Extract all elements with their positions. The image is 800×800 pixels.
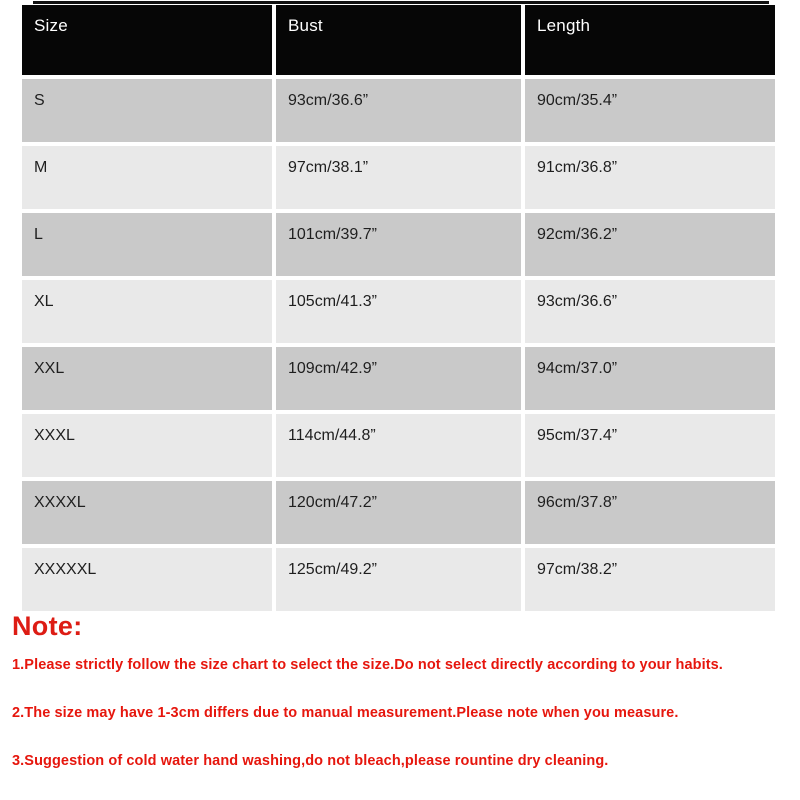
length-cell: 93cm/36.6” xyxy=(525,280,775,343)
size-cell: XXL xyxy=(22,347,272,410)
size-cell: M xyxy=(22,146,272,209)
table-row xyxy=(22,414,775,477)
top-border-line xyxy=(33,1,769,4)
length-cell: 91cm/36.8” xyxy=(525,146,775,209)
note-item-2: 2.The size may have 1-3cm differs due to manual measurement.Please note when you measure. xyxy=(12,705,679,721)
notes-section xyxy=(12,611,800,800)
bust-cell: 109cm/42.9” xyxy=(276,347,521,410)
bust-cell: 125cm/49.2” xyxy=(276,548,521,611)
length-cell: 92cm/36.2” xyxy=(525,213,775,276)
table-row xyxy=(22,79,775,142)
table-body xyxy=(22,79,775,611)
length-cell: 95cm/37.4” xyxy=(525,414,775,477)
size-chart-table xyxy=(18,1,779,615)
header-row xyxy=(22,5,775,75)
table-row xyxy=(22,481,775,544)
bust-cell: 97cm/38.1” xyxy=(276,146,521,209)
bust-cell: 120cm/47.2” xyxy=(276,481,521,544)
size-cell: S xyxy=(22,79,272,142)
length-cell: 94cm/37.0” xyxy=(525,347,775,410)
size-cell: XXXXL xyxy=(22,481,272,544)
bust-cell: 93cm/36.6” xyxy=(276,79,521,142)
column-header-length: Length xyxy=(525,5,775,75)
note-item-3: 3.Suggestion of cold water hand washing,do not bleach,please rountine dry cleaning. xyxy=(12,753,609,769)
size-chart-page xyxy=(0,1,800,800)
bust-cell: 114cm/44.8” xyxy=(276,414,521,477)
note-item-1: 1.Please strictly follow the size chart to select the size.Do not select directly according to your habits. xyxy=(12,657,723,673)
table-row xyxy=(22,146,775,209)
size-cell: XXXXXL xyxy=(22,548,272,611)
table-row xyxy=(22,548,775,611)
size-cell: XXXL xyxy=(22,414,272,477)
bust-cell: 101cm/39.7” xyxy=(276,213,521,276)
notes-heading: Note: xyxy=(12,611,83,641)
table-header xyxy=(22,5,775,75)
column-header-bust: Bust xyxy=(276,5,521,75)
bust-cell: 105cm/41.3” xyxy=(276,280,521,343)
length-cell: 90cm/35.4” xyxy=(525,79,775,142)
column-header-size: Size xyxy=(22,5,272,75)
size-cell: L xyxy=(22,213,272,276)
length-cell: 97cm/38.2” xyxy=(525,548,775,611)
table-row xyxy=(22,347,775,410)
size-cell: XL xyxy=(22,280,272,343)
length-cell: 96cm/37.8” xyxy=(525,481,775,544)
table-row xyxy=(22,213,775,276)
table-row xyxy=(22,280,775,343)
